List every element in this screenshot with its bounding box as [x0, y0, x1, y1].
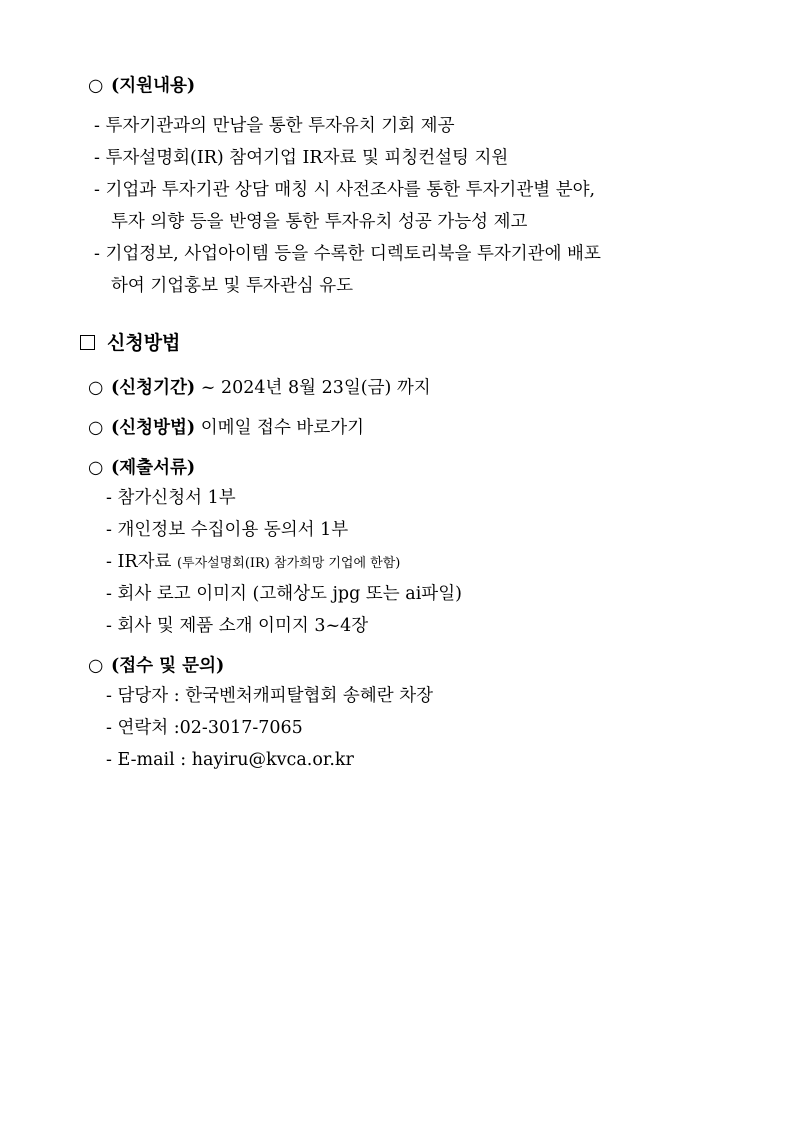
- apply-method-label: (신청방법): [111, 418, 196, 438]
- checkbox-square-icon: [80, 335, 95, 350]
- bullet-circle: ○: [88, 76, 104, 96]
- support-item: - 기업정보, 사업아이템 등을 수록한 디렉토리북을 투자기관에 배포: [94, 244, 601, 264]
- apply-period: [88, 376, 431, 400]
- apply-method-link[interactable]: 이메일 접수 바로가기: [200, 418, 365, 438]
- section-heading: [80, 331, 180, 355]
- contact-heading: [88, 654, 224, 678]
- support-item: - 기업과 투자기관 상담 매칭 시 사전조사를 통한 투자기관별 분야,: [94, 180, 596, 200]
- document-item: - 참가신청서 1부: [106, 488, 236, 508]
- apply-period-label: (신청기간): [111, 378, 196, 398]
- document-item-ir: [106, 550, 400, 576]
- support-heading: [88, 74, 195, 98]
- method-heading-text: 신청방법: [107, 332, 181, 354]
- bullet-circle: ○: [88, 418, 104, 438]
- documents-heading: [88, 456, 195, 480]
- document-item: - 회사 및 제품 소개 이미지 3~4장: [106, 616, 369, 636]
- support-item-continued: 하여 기업홍보 및 투자관심 유도: [111, 276, 354, 296]
- support-item: - 투자설명회(IR) 참여기업 IR자료 및 피칭컨설팅 지원: [94, 148, 509, 168]
- apply-method: [88, 416, 364, 440]
- bullet-circle: ○: [88, 378, 104, 398]
- documents-label: (제출서류): [111, 458, 196, 478]
- contact-item: - 연락처 :02-3017-7065: [106, 718, 303, 738]
- contact-email[interactable]: - E-mail : hayiru@kvca.or.kr: [106, 750, 354, 770]
- support-item-continued: 투자 의향 등을 반영을 통한 투자유치 성공 가능성 제고: [111, 212, 528, 232]
- support-title: (지원내용): [111, 76, 196, 96]
- apply-period-value: ~ 2024년 8월 23일(금) 까지: [200, 378, 431, 398]
- bullet-circle: ○: [88, 458, 104, 478]
- document-item: - 회사 로고 이미지 (고해상도 jpg 또는 ai파일): [106, 584, 462, 604]
- contact-item: - 담당자 : 한국벤처캐피탈협회 송혜란 차장: [106, 686, 434, 706]
- document-item: - 개인정보 수집이용 동의서 1부: [106, 520, 349, 540]
- ir-item-note: (투자설명회(IR) 참가희망 기업에 한함): [176, 556, 401, 571]
- support-item: - 투자기관과의 만남을 통한 투자유치 기회 제공: [94, 116, 455, 136]
- contact-label: (접수 및 문의): [111, 656, 225, 676]
- bullet-circle: ○: [88, 656, 104, 676]
- ir-item-text: - IR자료: [106, 552, 172, 572]
